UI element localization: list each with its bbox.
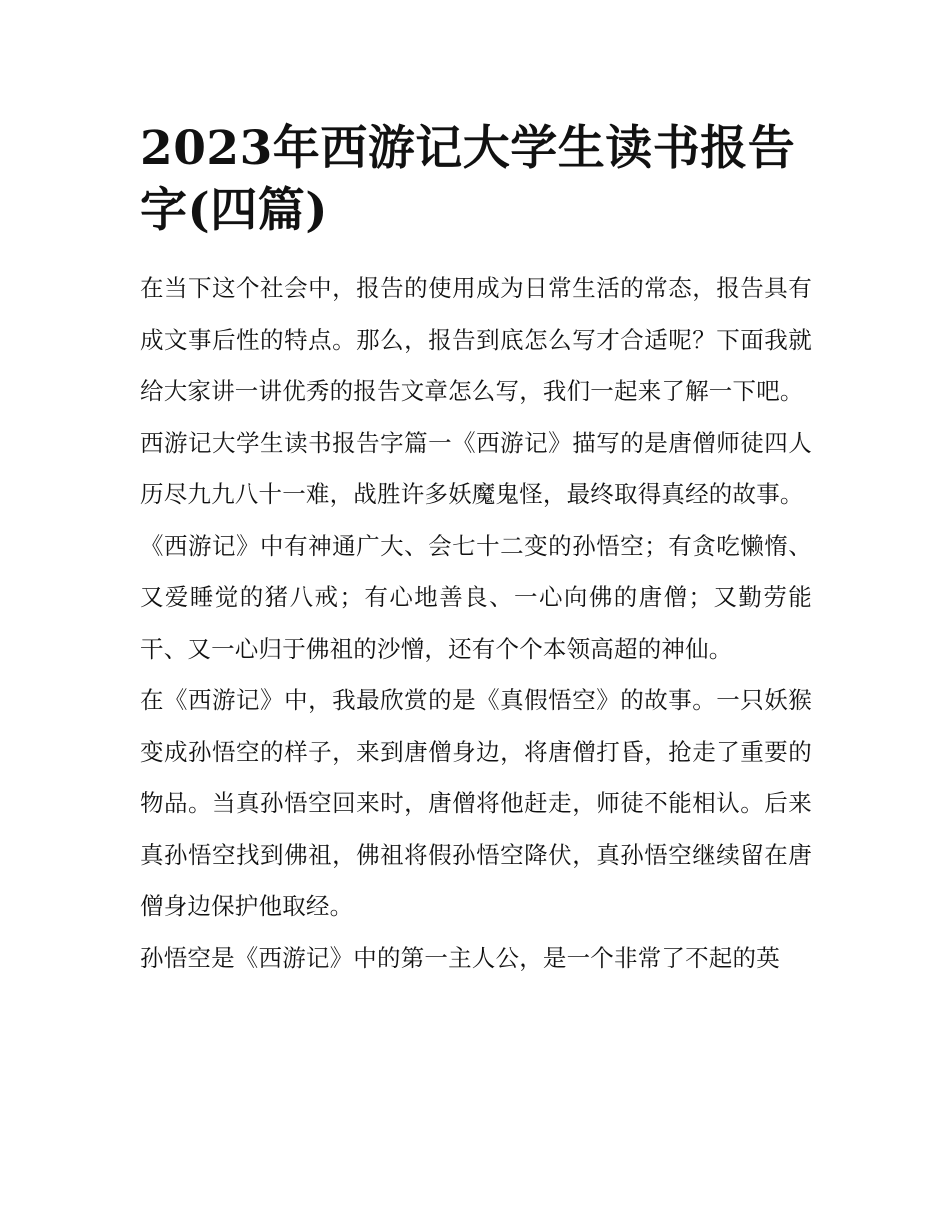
paragraph-intro: 在当下这个社会中，报告的使用成为日常生活的常态，报告具有成文事后性的特点。那么，报告到底怎么写才合适呢？下面我就给大家讲一讲优秀的报告文章怎么写，我们一起来了解一下吧。: [140, 274, 812, 405]
document-content: [140, 118, 812, 984]
document-title: 2023年西游记大学生读书报告字(四篇): [140, 121, 796, 238]
paragraph-characters: 《西游记》中有神通广大、会七十二变的孙悟空；有贪吃懒惰、又爱睡觉的猪八戒；有心地善良、一心向佛的唐僧；又勤劳能干、又一心归于佛祖的沙憎，还有个个本领高超的神仙。: [140, 531, 812, 663]
document-body: [140, 263, 812, 984]
paragraph-sun-wukong: 孙悟空是《西游记》中的第一主人公，是一个非常了不起的英: [140, 943, 780, 972]
paragraph-essay-one-opening: 西游记大学生读书报告字篇一《西游记》描写的是唐僧师徒四人历尽九九八十一难，战胜许多妖魔鬼怪，最终取得真经的故事。: [140, 428, 812, 508]
paragraph-favorite-story: 在《西游记》中，我最欣赏的是《真假悟空》的故事。一只妖猴变成孙悟空的样子，来到唐僧身边，将唐僧打昏，抢走了重要的物品。当真孙悟空回来时，唐僧将他赶走，师徒不能相认。后来真孙悟空找到佛祖，佛祖将假孙悟空降伏，真孙悟空继续留在唐僧身边保护他取经。: [140, 686, 812, 920]
